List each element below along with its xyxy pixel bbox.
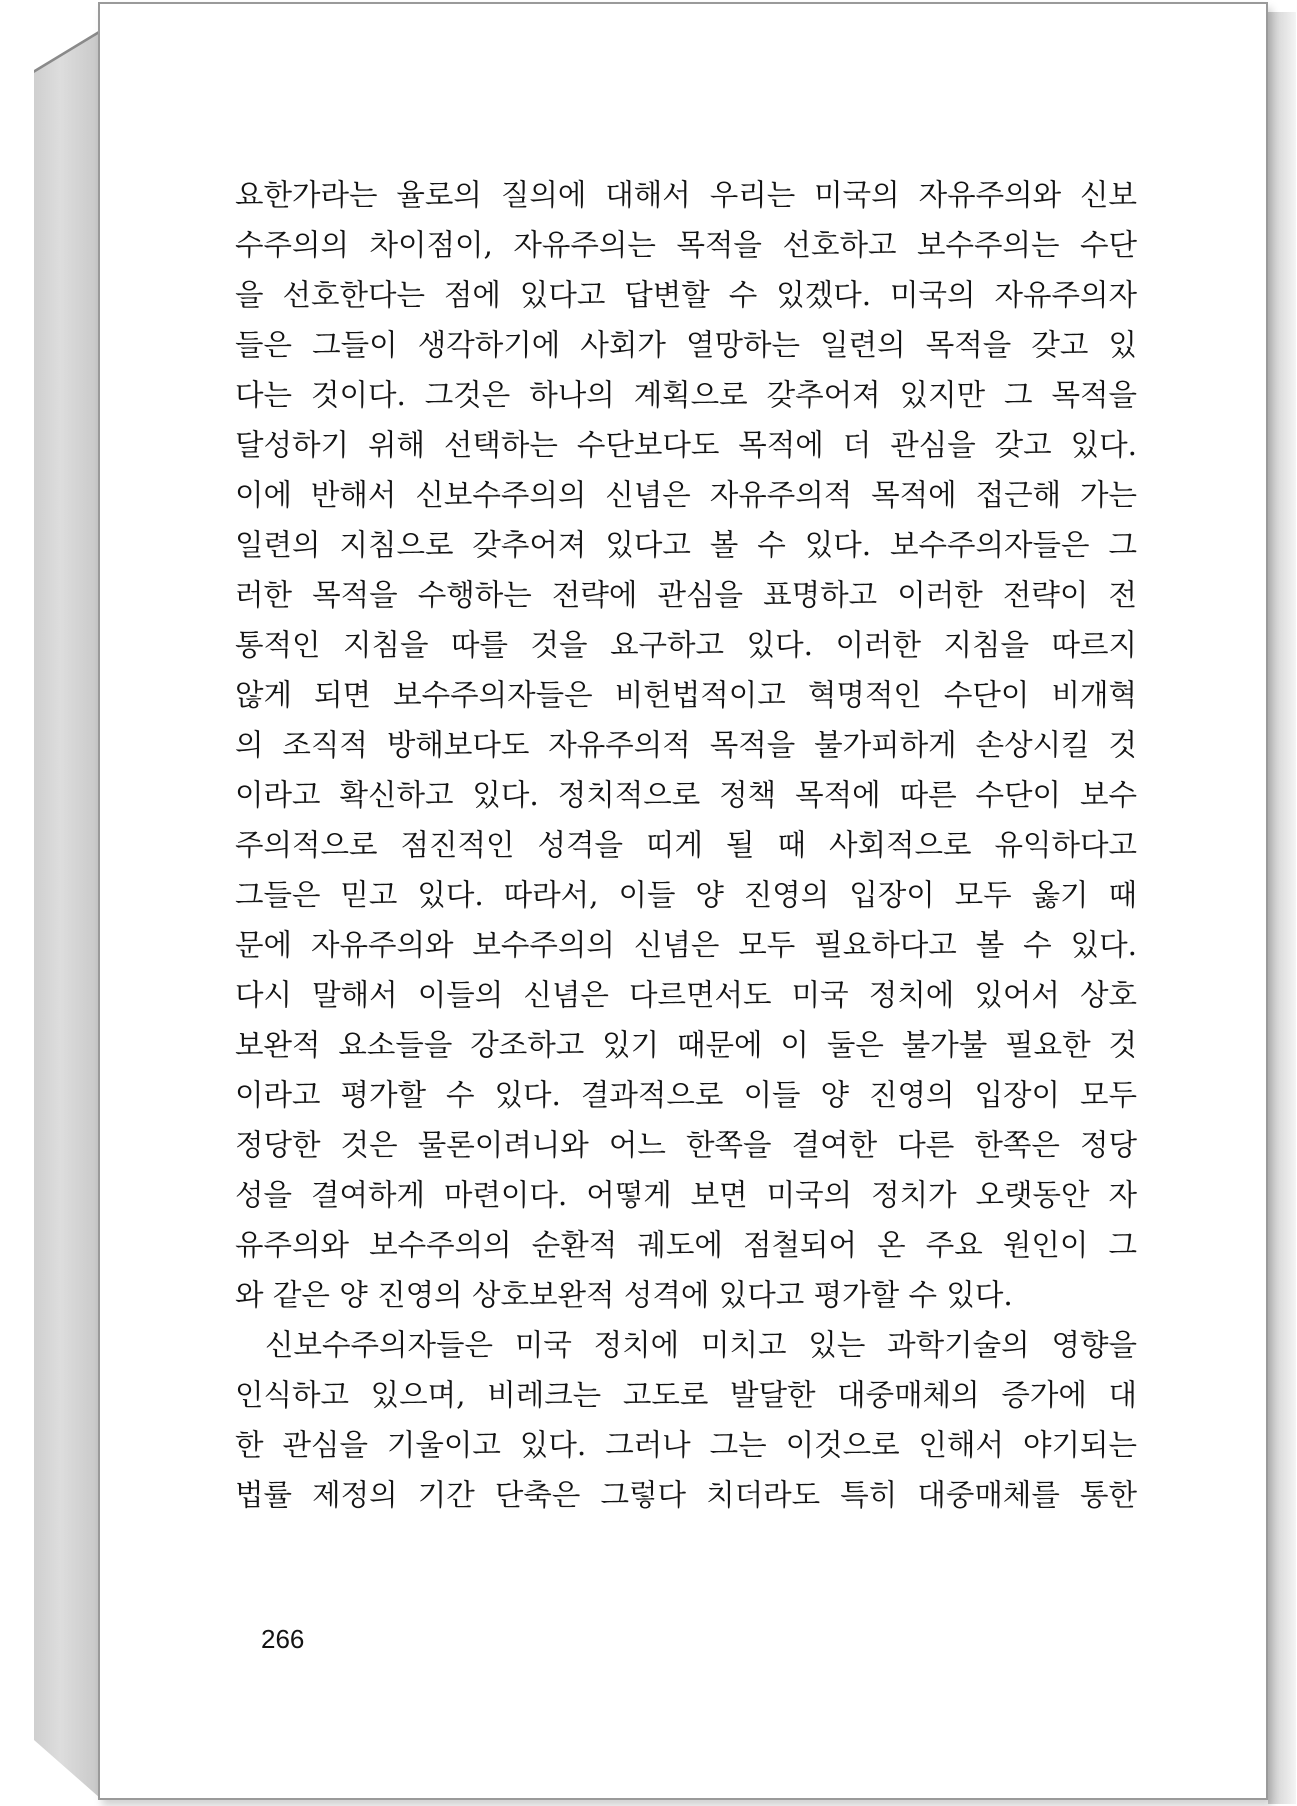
text-line: 이라고 확신하고 있다. 정치적으로 정책 목적에 따른 수단이 보수	[235, 778, 1137, 812]
book-spine	[34, 30, 100, 1798]
text-line: 수주의의 차이점이, 자유주의는 목적을 선호하고 보수주의는 수단	[235, 228, 1137, 262]
text-line: 주의적으로 점진적인 성격을 띠게 될 때 사회적으로 유익하다고	[235, 828, 1137, 862]
text-line: 법률 제정의 기간 단축은 그렇다 치더라도 특히 대중매체를 통한	[235, 1478, 1137, 1512]
text-line: 을 선호한다는 점에 있다고 답변할 수 있겠다. 미국의 자유주의자	[235, 278, 1137, 312]
text-line: 않게 되면 보수주의자들은 비헌법적이고 혁명적인 수단이 비개혁	[235, 678, 1137, 712]
body-text	[235, 170, 1137, 1520]
text-line: 보완적 요소들을 강조하고 있기 때문에 이 둘은 불가불 필요한 것	[235, 1028, 1137, 1062]
text-line: 한 관심을 기울이고 있다. 그러나 그는 이것으로 인해서 야기되는	[235, 1428, 1137, 1462]
paragraph-end-line: 와 같은 양 진영의 상호보완적 성격에 있다고 평가할 수 있다.	[235, 1278, 1013, 1312]
text-line: 이라고 평가할 수 있다. 결과적으로 이들 양 진영의 입장이 모두	[235, 1078, 1137, 1112]
text-line: 다시 말해서 이들의 신념은 다르면서도 미국 정치에 있어서 상호	[235, 978, 1137, 1012]
page-number: 266	[261, 1624, 305, 1654]
text-line: 달성하기 위해 선택하는 수단보다도 목적에 더 관심을 갖고 있다.	[235, 428, 1137, 462]
text-line: 요한가라는 율로의 질의에 대해서 우리는 미국의 자유주의와 신보	[235, 178, 1137, 212]
page-edge-shadow	[1268, 12, 1296, 1804]
paragraph-start-line: 신보수주의자들은 미국 정치에 미치고 있는 과학기술의 영향을	[265, 1328, 1137, 1362]
text-line: 문에 자유주의와 보수주의의 신념은 모두 필요하다고 볼 수 있다.	[235, 928, 1137, 962]
text-line: 의 조직적 방해보다도 자유주의적 목적을 불가피하게 손상시킬 것	[235, 728, 1137, 762]
text-line: 성을 결여하게 마련이다. 어떻게 보면 미국의 정치가 오랫동안 자	[235, 1178, 1137, 1212]
text-line: 통적인 지침을 따를 것을 요구하고 있다. 이러한 지침을 따르지	[235, 628, 1137, 662]
text-line: 인식하고 있으며, 비레크는 고도로 발달한 대중매체의 증가에 대	[235, 1378, 1137, 1412]
text-line: 다는 것이다. 그것은 하나의 계획으로 갖추어져 있지만 그 목적을	[235, 378, 1137, 412]
text-line: 유주의와 보수주의의 순환적 궤도에 점철되어 온 주요 원인이 그	[235, 1228, 1137, 1262]
text-line: 러한 목적을 수행하는 전략에 관심을 표명하고 이러한 전략이 전	[235, 578, 1137, 612]
text-line: 들은 그들이 생각하기에 사회가 열망하는 일련의 목적을 갖고 있	[235, 328, 1137, 362]
text-line: 이에 반해서 신보수주의의 신념은 자유주의적 목적에 접근해 가는	[235, 478, 1137, 512]
text-line: 일련의 지침으로 갖추어져 있다고 볼 수 있다. 보수주의자들은 그	[235, 528, 1137, 562]
text-line: 그들은 믿고 있다. 따라서, 이들 양 진영의 입장이 모두 옳기 때	[235, 878, 1137, 912]
text-line: 정당한 것은 물론이려니와 어느 한쪽을 결여한 다른 한쪽은 정당	[235, 1128, 1137, 1162]
